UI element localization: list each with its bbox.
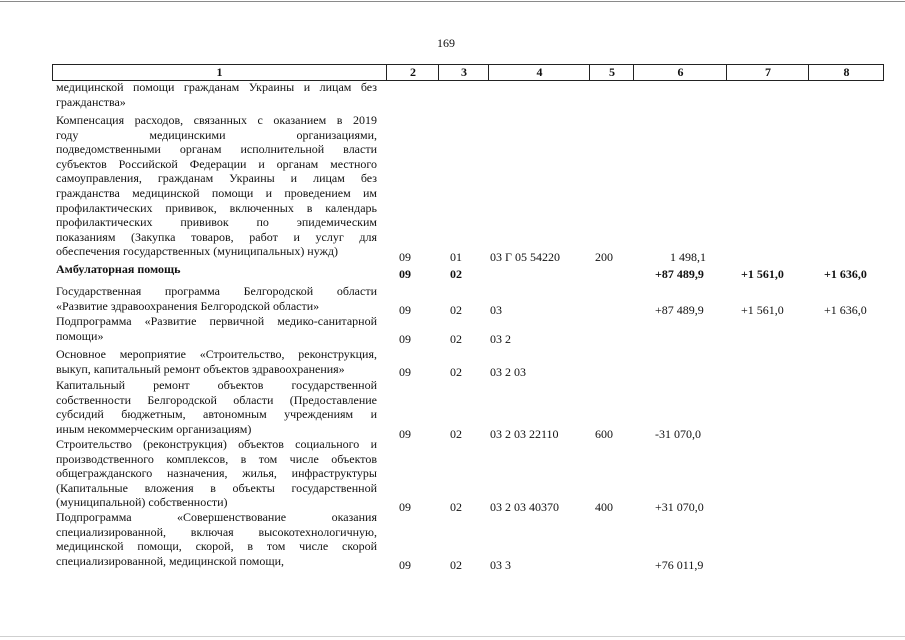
text-block — [56, 314, 377, 343]
cell-c8: +1 636,0 — [824, 303, 867, 317]
header-col-6: 6 — [633, 65, 727, 80]
text-line: самоуправления, гражданам Украины и лицам без — [56, 171, 377, 186]
text-line: субсидий бюджетным, автономным учреждениям и — [56, 407, 377, 422]
text-block — [56, 510, 377, 568]
cell-c2: 09 — [399, 427, 411, 441]
text-line: профилактических прививок, включенных в календарь — [56, 200, 377, 215]
cell-c3: 02 — [450, 558, 462, 572]
cell-c4: 03 2 03 22110 — [490, 427, 559, 441]
cell-c6: 1 498,1 — [670, 250, 706, 264]
cell-c3: 01 — [450, 250, 462, 264]
header-col-7: 7 — [726, 65, 809, 80]
cell-c3: 02 — [450, 365, 462, 379]
text-line: Строительство (реконструкция) объектов социального и — [56, 437, 377, 451]
text-line: общегражданского назначения, жилья, инфраструктуры — [56, 466, 377, 481]
header-col-8: 8 — [808, 65, 884, 80]
text-line: гражданства медицинской помощи и проведением им — [56, 185, 377, 200]
text-line: специализированной, медицинской помощи, — [56, 553, 284, 568]
text-block — [56, 80, 377, 109]
cell-c6: +87 489,9 — [655, 267, 704, 281]
text-line: «Развитие здравоохранения Белгородской области» — [56, 298, 320, 313]
cell-c3: 02 — [450, 427, 462, 441]
text-line: специализированной, включая высокотехнологичную, — [56, 524, 377, 539]
text-line: медицинской помощи, скорой, в том числе скорой — [56, 539, 377, 554]
header-col-3: 3 — [438, 65, 489, 80]
text-block — [56, 378, 377, 436]
text-line: Подпрограмма «Развитие первичной медико-санитарной — [56, 314, 377, 328]
cell-c6: -31 070,0 — [655, 427, 701, 441]
cell-c3: 02 — [450, 267, 462, 281]
text-line: Государственная программа Белгородской области — [56, 284, 377, 298]
text-line: собственности Белгородской области (Предоставление — [56, 392, 377, 407]
text-line: профилактических прививок по эпидемическим — [56, 215, 377, 230]
cell-c8: +1 636,0 — [824, 267, 867, 281]
cell-c6: +76 011,9 — [655, 558, 704, 572]
cell-c4: 03 2 — [490, 332, 511, 346]
text-line: Компенсация расходов, связанных с оказанием в 2019 — [56, 113, 377, 127]
text-block — [56, 437, 377, 510]
cell-c5: 400 — [595, 500, 613, 514]
text-block — [56, 113, 377, 259]
text-line: подведомственными органам исполнительной власти — [56, 142, 377, 157]
scan-edge-top — [0, 1, 905, 2]
cell-c7: +1 561,0 — [741, 267, 784, 281]
text-block — [56, 284, 377, 313]
cell-c3: 02 — [450, 332, 462, 346]
cell-c4: 03 3 — [490, 558, 511, 572]
text-line: выкуп, капитальный ремонт объектов здравоохранения» — [56, 361, 345, 376]
text-line: Основное мероприятие «Строительство, реконструкция, — [56, 347, 377, 361]
cell-c2: 09 — [399, 558, 411, 572]
text-line: субъектов Российской Федерации и органам местного — [56, 156, 377, 171]
scan-edge-bottom — [0, 636, 905, 637]
table-header — [52, 64, 884, 81]
text-line: Подпрограмма «Совершенствование оказания — [56, 510, 377, 524]
cell-c4: 03 2 03 — [490, 365, 526, 379]
cell-c6: +31 070,0 — [655, 500, 704, 514]
text-line: производственного комплексов, в том числе объектов — [56, 451, 377, 466]
header-col-4: 4 — [488, 65, 590, 80]
text-line: Амбулаторная помощь — [56, 262, 181, 276]
text-line: помощи» — [56, 328, 104, 343]
cell-c3: 02 — [450, 303, 462, 317]
cell-c2: 09 — [399, 365, 411, 379]
cell-c3: 02 — [450, 500, 462, 514]
text-line: (Капитальные вложения в объекты государственной — [56, 480, 377, 495]
cell-c5: 600 — [595, 427, 613, 441]
page-number: 169 — [437, 36, 455, 50]
text-line: обеспечения государственных (муниципальных) нужд) — [56, 244, 338, 259]
cell-c5: 200 — [595, 250, 613, 264]
text-line: Капитальный ремонт объектов государственной — [56, 378, 377, 392]
cell-c2: 09 — [399, 267, 411, 281]
header-col-2: 2 — [386, 65, 439, 80]
header-col-5: 5 — [589, 65, 634, 80]
cell-c4: 03 — [490, 303, 502, 317]
text-line: медицинской помощи гражданам Украины и лицам без — [56, 80, 377, 94]
cell-c7: +1 561,0 — [741, 303, 784, 317]
header-col-1: 1 — [216, 65, 223, 79]
text-block — [56, 347, 377, 376]
text-line: (муниципальной) собственности) — [56, 495, 228, 510]
cell-c2: 09 — [399, 500, 411, 514]
text-line: году медицинскими организациями, — [56, 127, 377, 142]
cell-c4: 03 Г 05 54220 — [490, 250, 560, 264]
cell-c4: 03 2 03 40370 — [490, 500, 559, 514]
text-block — [56, 262, 377, 277]
cell-c2: 09 — [399, 332, 411, 346]
text-line: гражданства» — [56, 94, 126, 109]
text-line: показаниям (Закупка товаров, работ и услуг для — [56, 229, 377, 244]
cell-c6: +87 489,9 — [655, 303, 704, 317]
cell-c2: 09 — [399, 303, 411, 317]
cell-c2: 09 — [399, 250, 411, 264]
text-line: иным некоммерческим организациям) — [56, 421, 252, 436]
